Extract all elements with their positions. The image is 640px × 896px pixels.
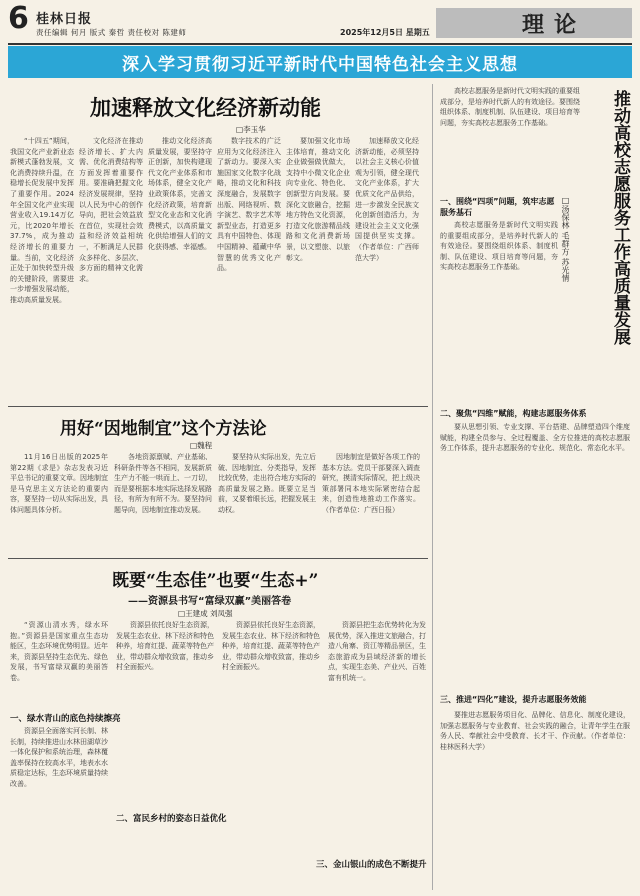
article2-col-3: 要坚持从实际出发，先立后破、因地制宜、分类指导，发挥比较优势，走出符合地方实际的高质量发展之路。既要立足当前，又要着眼长远，把握发展主动权。 bbox=[218, 453, 316, 514]
article3-section-heading: 三、金山银山的成色不断提升 bbox=[316, 860, 427, 870]
article3-section-text: 资源县把生态优势转化为发展优势，深入推进文旅融合，打造八角寨、资江等精品景区，生态旅游成为县域经济新的增长点，实现生态美、产业兴、百姓富有机统一。 bbox=[328, 621, 426, 682]
article1-col-5: 要加强文化市场主体培育，推动文化企业做强做优做大，支持中小微文化企业向专业化、特色化、创新型方向发展。要深化文旅融合，挖掘地方特色文化资源，打造文化旅游精品线路和文化消费新场景，以文塑旅、以旅彰文。 bbox=[286, 137, 350, 262]
article3-section-heading: 一、绿水青山的底色持续擦亮 bbox=[10, 714, 121, 724]
article2-col-1: 11月16日出版的2025年第22期《求是》杂志发表习近平总书记的重要文章。因地制宜是马克思主义方法论的重要内容，要坚持一切从实际出发，具体问题具体分析。 bbox=[10, 453, 108, 514]
article3-section-text: 资源县依托良好生态资源，发展生态农业、林下经济和特色种养，培育红提、蔬菜等特色产业，带动群众增收致富，推动乡村全面振兴。 bbox=[116, 621, 214, 672]
article1-author: □李玉华 bbox=[236, 125, 266, 134]
page-number: 6 bbox=[8, 1, 29, 36]
editors-line: 责任编辑 何月 版式 秦哲 责任校对 陈建师 bbox=[36, 28, 187, 37]
article4-title: 推动高校志愿服务工作高质量发展 bbox=[610, 90, 630, 345]
article4-section-heading: 二、聚焦“四维”赋能，构建志愿服务体系 bbox=[440, 409, 587, 418]
issue-date: 2025年12月5日 星期五 bbox=[340, 28, 430, 37]
article3-subtitle: ——资源县书写“富绿双赢”美丽答卷 bbox=[128, 596, 292, 607]
article1-col-4: 数字技术的广泛应用为文化经济注入了新动力。要深入实施国家文化数字化战略，推动文化和科技深度融合，发展数字出版、网络视听、数字演艺、数字艺术等新型业态，打造更多具有中国特色、体现中国精神、蕴藏中华智慧的优秀文化产品。 bbox=[217, 137, 281, 273]
article1-col-3: 推动文化经济高质量发展，要坚持守正创新，加快构建现代文化产业体系和市场体系，健全文化产业政策体系，完善文化经济政策，培育新型文化业态和文化消费模式，以高质量文化供给增强人们的文化获得感、幸福感。 bbox=[148, 137, 212, 251]
article3-title: 既要“生态佳”也要“生态+” bbox=[112, 571, 319, 591]
article4-section-text: 要从思想引领、专业支撑、平台搭建、品牌塑造四个维度赋能，构建全员参与、全过程覆盖、全方位推进的高校志愿服务工作体系，提升志愿服务的专业化、规范化、常态化水平。 bbox=[440, 423, 630, 453]
article4-intro: 高校志愿服务是新时代文明实践的重要组成部分，是培养时代新人的有效途径。要围绕组织体系、制度机制、队伍建设、项目培育等问题，夯实高校志愿服务工作基础。 bbox=[440, 87, 580, 127]
article2-col-4: 因地制宜是做好各项工作的基本方法。党员干部要深入调查研究，摸清实际情况，把上级决策部署同本地实际紧密结合起来，创造性地推动工作落实。（作者单位：广西日报） bbox=[322, 453, 420, 514]
article4-section-text: 高校志愿服务是新时代文明实践的重要组成部分，是培养时代新人的有效途径。要围绕组织体系、制度机制、队伍建设、项目培育等问题，夯实高校志愿服务工作基础。 bbox=[440, 221, 558, 272]
article1-col-2: 文化经济在推动经济增长、扩大内需、优化消费结构等方面发挥着重要作用。要准确把握文化经济发展规律，坚持以人民为中心的创作导向，把社会效益放在首位，实现社会效益和经济效益相统一，不断满足人民群众多样化、多层次、多方面的精神文化需求。 bbox=[79, 137, 143, 283]
article2-col-2: 各地资源禀赋、产业基础、科研条件等各不相同，发展新质生产力不能一哄而上、一刀切，而是要根据本地实际选择发展路径，有所为有所不为。要坚持问题导向，因地制宜推动发展。 bbox=[114, 453, 212, 514]
article-divider bbox=[8, 406, 428, 407]
article3-section-text: 资源县全面落实河长制、林长制，持续推进山水林田湖草沙一体化保护和系统治理，森林覆盖率保持在较高水平，地表水水质稳定达标，生态环境质量持续改善。 bbox=[10, 727, 108, 788]
article4-section-heading: 一、围绕“四项”问题，筑牢志愿服务基石 bbox=[440, 197, 555, 217]
article-divider bbox=[8, 558, 428, 559]
article4-author: □汤保林 毛群方 苏光情 bbox=[561, 196, 570, 283]
article2-author: □魏程 bbox=[190, 441, 213, 450]
article4-section-heading: 三、推进“四化”建设，提升志愿服务效能 bbox=[440, 695, 587, 704]
article1-col-6: 加速释放文化经济新动能，必须坚持以社会主义核心价值观为引领，健全现代文化产业体系，扩大优质文化产品供给，进一步激发全民族文化创新创造活力，为建设社会主义文化强国提供坚实支撑。（作者单位：广西师范大学） bbox=[355, 137, 419, 262]
section-tab: 理论 bbox=[436, 8, 632, 38]
article1-col-1: “十四五”期间，我国文化产业新业态新模式蓬勃发展，文化消费持续升温，在稳增长促发展中发挥了重要作用。2024年全国文化产业实现营业收入19.14万亿元，比2020年增长37.7%，成为推动经济增长的重要力量。当前，文化经济正处于加快转型升级的关键阶段，需要进一步增强发展动能，推动高质量发展。 bbox=[10, 137, 74, 304]
article3-intro: “资源山清水秀，绿水环抱。”资源县是国家重点生态功能区，生态环境优势明显。近年来，资源县坚持生态优先、绿色发展，书写富绿双赢的美丽答卷。 bbox=[10, 621, 108, 682]
article2-title: 用好“因地制宜”这个方法论 bbox=[60, 419, 267, 439]
article3-section-heading: 二、富民乡村的姿态日益优化 bbox=[116, 814, 227, 824]
topic-banner: 深入学习贯彻习近平新时代中国特色社会主义思想 bbox=[8, 46, 632, 78]
article3-author: □王建成 刘凤强 bbox=[178, 609, 233, 618]
article4-section-text: 要推进志愿服务项目化、品牌化、信息化、制度化建设，加强志愿服务与专业教育、社会实践的融合，让青年学生在服务人民、奉献社会中受教育、长才干、作贡献。（作者单位：桂林医科大学） bbox=[440, 711, 630, 751]
paper-name: 桂林日报 bbox=[36, 12, 93, 27]
article3-col-3: 资源县依托良好生态资源，发展生态农业、林下经济和特色种养，培育红提、蔬菜等特色产业，带动群众增收致富，推动乡村全面振兴。 bbox=[222, 621, 320, 672]
column-divider bbox=[432, 84, 433, 890]
article1-title: 加速释放文化经济新动能 bbox=[90, 95, 321, 120]
